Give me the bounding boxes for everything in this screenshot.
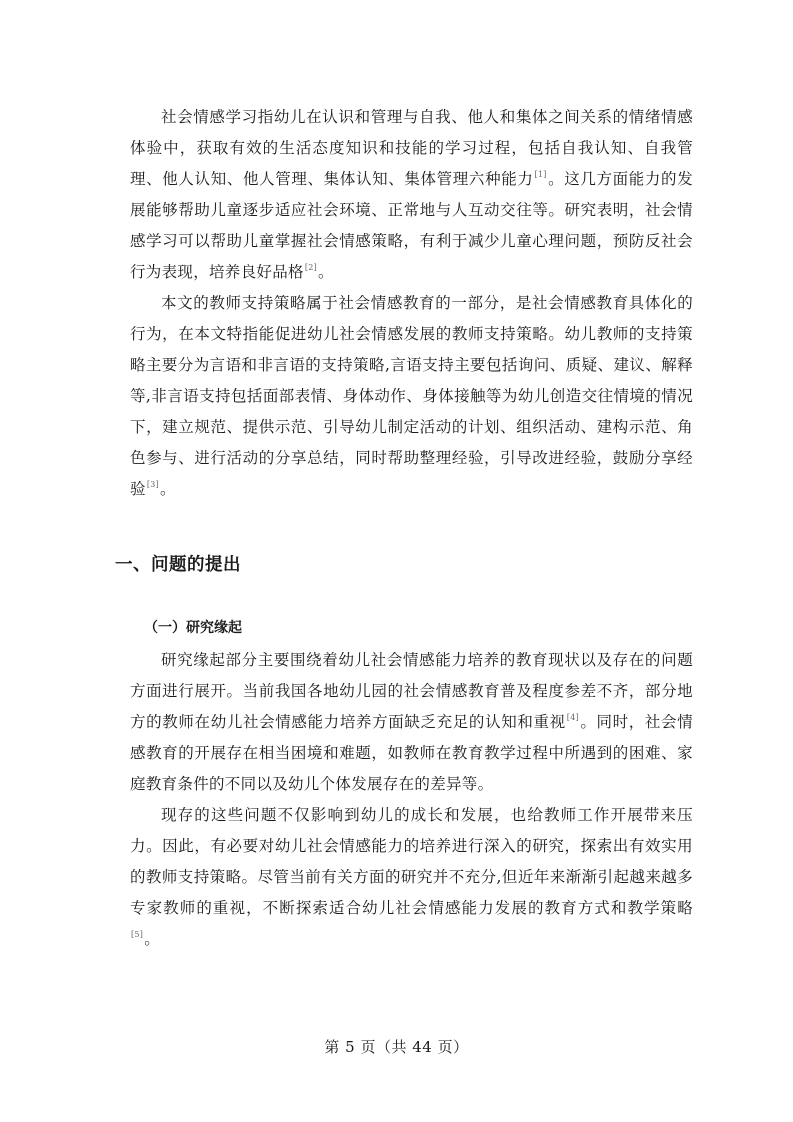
paragraph-text: 。这几方面能力的发展能够帮助儿童逐步适应社会环境、正常地与人互动交往等。研究表明，社会情感学习可以帮助儿童掌握社会情感策略，有利于减少儿童心理问题，预防反社会行为表现，培养良好品格	[130, 170, 693, 281]
section-heading: 一、问题的提出	[115, 555, 241, 575]
paragraph-text: 本文的教师支持策略属于社会情感教育的一部分，是社会情感教育具体化的行为，在本文特指能促进幼儿社会情感发展的教师支持策略。幼儿教师的支持策略主要分为言语和非言语的支持策略,言语支持主要包括询问、质疑、建议、解释等,非言语支持包括面部表情、身体动作、身体接触等为幼儿创造交往情境的情况下，建立规范、提供示范、引导幼儿制定活动的计划、组织活动、建构示范、角色参与、进行活动的分享总结，同时帮助整理经验，引导改进经验，鼓励分享经验	[130, 294, 693, 498]
page-content	[115, 102, 693, 955]
paragraph-text: 。同时，社会情感教育的开展存在相当困境和难题，如教师在教育教学过程中所遇到的困难、家庭教育条件的不同以及幼儿个体发展存在的差异等。	[130, 713, 693, 793]
subsection-heading: （一）研究缘起	[144, 620, 242, 636]
paragraph-2	[130, 288, 693, 505]
paragraph-1	[130, 102, 693, 288]
citation-ref: [3]	[146, 480, 160, 489]
paragraph-4	[130, 800, 693, 955]
citation-ref: [1]	[534, 170, 547, 179]
paragraph-text: 。	[144, 930, 161, 948]
citation-ref: [4]	[566, 713, 580, 722]
citation-ref: [5]	[131, 930, 144, 939]
page-footer: 第 5 页（共 44 页）	[324, 1038, 469, 1056]
paragraph-3	[130, 645, 693, 800]
citation-ref: [2]	[304, 263, 318, 272]
paragraph-text: 现存的这些问题不仅影响到幼儿的成长和发展，也给教师工作开展带来压力。因此，有必要对幼儿社会情感能力的培养进行深入的研究，探索出有效实用的教师支持策略。尽管当前有关方面的研究并不充分,但近年来渐渐引起越来越多专家教师的重视，不断探索适合幼儿社会情感能力发展的教育方式和教学策略	[130, 806, 693, 917]
paragraph-text: 社会情感学习指幼儿在认识和管理与自我、他人和集体之间关系的情绪情感体验中，获取有效的生活态度知识和技能的学习过程，包括自我认知、自我管理、他人认知、他人管理、集体认知、集体管理六种能力	[130, 108, 693, 188]
paragraph-text: 研究缘起部分主要围绕着幼儿社会情感能力培养的教育现状以及存在的问题方面进行展开。当前我国各地幼儿园的社会情感教育普及程度参差不齐，部分地方的教师在幼儿社会情感能力培养方面缺乏充足的认知和重视	[130, 651, 693, 731]
paragraph-text: 。	[160, 480, 176, 498]
paragraph-text: 。	[318, 263, 334, 281]
